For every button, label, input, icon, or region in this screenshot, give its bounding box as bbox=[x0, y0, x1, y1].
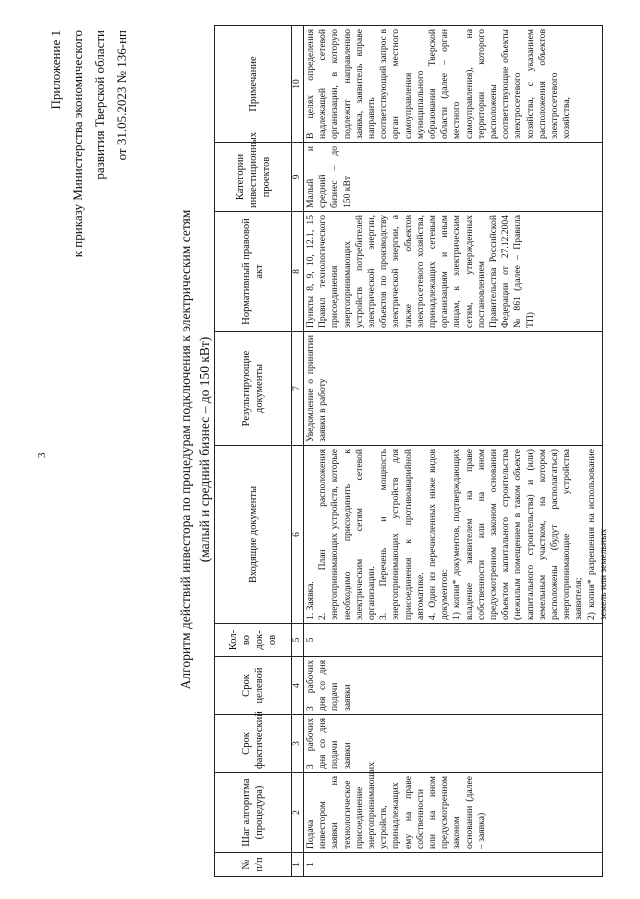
header-cell: Примечание bbox=[215, 26, 292, 143]
column-number: 8 bbox=[292, 212, 304, 332]
header-cell: Срок фактический bbox=[215, 715, 292, 773]
header-cell: Нормативный правовой акт bbox=[215, 212, 292, 332]
appendix-block bbox=[45, 30, 133, 450]
input-doc-item: 2) копия* разрешения на использование земель или земельных bbox=[585, 449, 609, 620]
input-docs-list bbox=[305, 449, 609, 620]
result-docs-cell bbox=[304, 332, 603, 446]
categories-text: Малый и средний бизнес – до 150 кВт bbox=[305, 146, 353, 208]
document-title bbox=[176, 0, 214, 899]
term-target-text: 3 рабочих дня со дня подачи заявки bbox=[305, 660, 353, 711]
column-number: 4 bbox=[292, 657, 304, 715]
appendix-line-3: развития Тверской области bbox=[92, 30, 107, 180]
header-cell: Кол-во док-ов bbox=[215, 624, 292, 657]
term-actual-cell bbox=[304, 715, 603, 773]
algorithm-table bbox=[214, 25, 609, 877]
column-number: 1 bbox=[292, 853, 304, 877]
step-text: Подача инвестором заявки на технологическое присоединение энергопринимающих устройств, принадлежащих ему на праве собственности или на ином предусмотренном законом основании (далее – заявка) bbox=[305, 762, 487, 849]
header-cell: Входящие документы bbox=[215, 446, 292, 624]
input-doc-item: 2. План расположения энергопринимающих устройств, которые необходимо присоединить к электрическим сетям сетевой организации. bbox=[317, 449, 378, 620]
header-cell: Шаг алгоритма (процедура) bbox=[215, 773, 292, 853]
column-number: 2 bbox=[292, 773, 304, 853]
appendix-line-4: от 31.05.2023 № 136-нп bbox=[114, 30, 129, 161]
note-text: В целях определения надлежащей сетевой организации, в которую подлежит направлению заявка, заявитель вправе направить соответствующий запрос в орган местного самоуправления муниципального образования Тверской области (далее – орган местного самоуправления), на территории которого расположены соответствующие объекты электросетевого хозяйства, с указанием расположения объектов электросетевого хозяйства, bbox=[305, 29, 573, 139]
appendix-line-1: Приложение 1 bbox=[48, 30, 63, 110]
column-number: 5 bbox=[292, 624, 304, 657]
column-number-row bbox=[292, 26, 304, 877]
table-header-row bbox=[215, 26, 292, 877]
column-number: 10 bbox=[292, 26, 304, 143]
column-number: 7 bbox=[292, 332, 304, 446]
input-doc-item: 1. Заявка. bbox=[305, 581, 316, 620]
doc-count-text: 5 bbox=[305, 637, 316, 643]
header-cell: Категории инвестиционных проектов bbox=[215, 143, 292, 212]
normative-act-cell bbox=[304, 212, 603, 332]
input-docs-cell bbox=[304, 446, 609, 624]
header-cell: Результирующие документы bbox=[215, 332, 292, 446]
result-docs-text: Уведомление о принятии заявки в работу bbox=[305, 335, 329, 442]
column-number: 6 bbox=[292, 446, 304, 624]
normative-act-text: Пункты 8, 9, 10, 12.1, 15 Правил технологического присоединения энергопринимающих устройств потребителей электрической энергии, объектов по производству электрической энергии, а также объектов электросетевого хозяйства, принадлежащих сетевым организациям и иным лицам, к электрическим сетям, утвержденных постановлением Правительства Российской Федерации от 27.12.2004 № 861 (далее – Правила ТП) bbox=[305, 215, 536, 328]
header-cell: № п/п bbox=[215, 853, 292, 877]
term-target-cell bbox=[304, 657, 603, 715]
term-actual-text: 3 рабочих дня со дня подачи заявки bbox=[305, 718, 353, 769]
header-cell: Срок целевой bbox=[215, 657, 292, 715]
column-number: 3 bbox=[292, 715, 304, 773]
title-line-1: Алгоритм действий инвестора по процедурам подключения к электрическим сетям bbox=[178, 209, 193, 690]
input-doc-item: 1) копия* документов, подтверждающих владение заявителем на праве собственности или на ином предусмотренном законом основании объектом капитального строительства (нежилым помещением в таком объекте капитального строительства) и (или) земельным участком, на котором расположены (будут располагаться) энергопринимающие устройства заявителя; bbox=[451, 449, 585, 620]
step-cell bbox=[304, 762, 603, 853]
row-number-cell bbox=[304, 853, 603, 877]
input-doc-item: 3. Перечень и мощность энергопринимающих устройств для присоединения к противоаварийной автоматике. bbox=[378, 449, 426, 620]
row-number: 1 bbox=[305, 862, 316, 867]
input-doc-item: 4. Один из перечисленных ниже видов документов: bbox=[427, 449, 451, 620]
page-number: 3 bbox=[36, 452, 48, 458]
title-line-2: (малый и средний бизнес – до 150 кВт) bbox=[197, 336, 212, 563]
table-row bbox=[304, 26, 603, 877]
categories-cell bbox=[304, 143, 603, 212]
doc-count-cell bbox=[304, 624, 603, 657]
column-number: 9 bbox=[292, 143, 304, 212]
note-cell bbox=[304, 26, 603, 143]
appendix-line-2: к приказу Министерства экономического bbox=[70, 30, 85, 258]
